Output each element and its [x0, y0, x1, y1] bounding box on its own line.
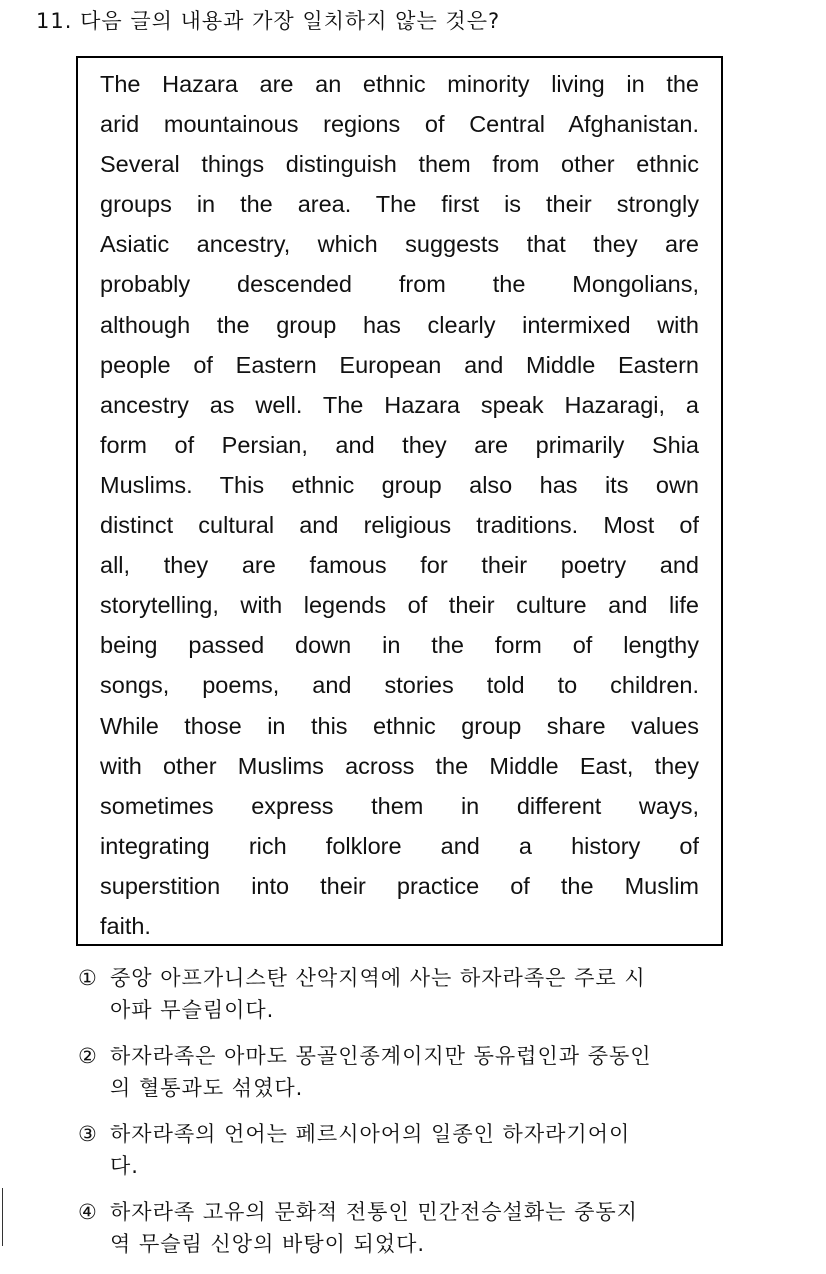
- option-number: ①: [78, 966, 98, 990]
- answer-options: [78, 962, 778, 1274]
- option-1[interactable]: [78, 962, 778, 1026]
- passage-line: with other Muslims across the Middle East, they: [100, 752, 699, 779]
- passage-line: integrating rich folklore and a history of: [100, 832, 699, 859]
- option-text: 아파 무슬림이다.: [110, 998, 275, 1022]
- passage-line: Asiatic ancestry, which suggests that they are: [100, 231, 699, 258]
- passage-line: arid mountainous regions of Central Afghanistan.: [100, 111, 699, 138]
- passage-line: being passed down in the form of lengthy: [100, 632, 699, 659]
- passage-line: storytelling, with legends of their culture and life: [100, 592, 699, 619]
- option-number: ③: [78, 1122, 98, 1146]
- option-3[interactable]: [78, 1118, 778, 1182]
- option-text: 역 무슬림 신앙의 바탕이 되었다.: [110, 1232, 426, 1256]
- passage-line: The Hazara are an ethnic minority living in the: [100, 71, 699, 97]
- option-text: 의 혈통과도 섞였다.: [110, 1076, 304, 1100]
- option-number: ②: [78, 1044, 98, 1068]
- option-text: 하자라족 고유의 문화적 전통인 민간전승설화는 중동지: [110, 1200, 638, 1224]
- passage-line: Muslims. This ethnic group also has its own: [100, 471, 699, 498]
- passage-line: ancestry as well. The Hazara speak Hazaragi, a: [100, 391, 699, 418]
- option-4[interactable]: [78, 1196, 778, 1260]
- passage-line: all, they are famous for their poetry and: [100, 552, 699, 579]
- margin-divider: [2, 1188, 3, 1246]
- option-number: ④: [78, 1200, 98, 1224]
- passage-box: [76, 56, 723, 946]
- passage-line: Several things distinguish them from other ethnic: [100, 151, 699, 178]
- passage-line: although the group has clearly intermixed with: [100, 311, 699, 338]
- passage-line: distinct cultural and religious traditions. Most of: [100, 512, 699, 539]
- passage-line: While those in this ethnic group share values: [100, 712, 699, 739]
- passage-line: form of Persian, and they are primarily Shia: [100, 431, 699, 458]
- option-text: 중앙 아프가니스탄 산악지역에 사는 하자라족은 주로 시: [110, 966, 646, 990]
- passage-line: people of Eastern European and Middle Eastern: [100, 351, 699, 378]
- passage-line: superstition into their practice of the Muslim: [100, 872, 699, 899]
- option-2[interactable]: [78, 1040, 778, 1104]
- option-text: 하자라족은 아마도 몽골인종계이지만 동유럽인과 중동인: [110, 1044, 652, 1068]
- question-title: 11. 다음 글의 내용과 가장 일치하지 않는 것은?: [36, 9, 501, 33]
- passage-line: songs, poems, and stories told to children.: [100, 672, 699, 699]
- passage-line: groups in the area. The first is their strongly: [100, 191, 699, 218]
- passage-line: faith.: [100, 912, 151, 939]
- passage-line: probably descended from the Mongolians,: [100, 271, 699, 298]
- option-text: 하자라족의 언어는 페르시아어의 일종인 하자라기어이: [110, 1122, 631, 1146]
- option-text: 다.: [110, 1154, 139, 1178]
- passage-line: sometimes express them in different ways,: [100, 792, 699, 819]
